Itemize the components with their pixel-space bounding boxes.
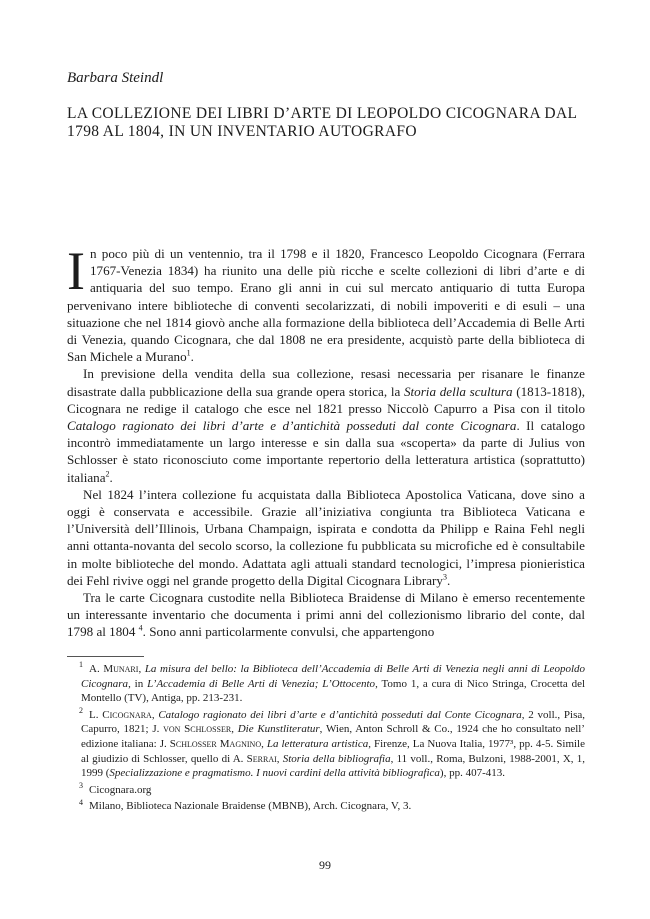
paragraph-3: Nel 1824 l’intera collezione fu acquistata dalla Biblioteca Apostolica Vaticana, dove sino a oggi è conservata e accessibile. Grazie all’iniziativa congiunta tra Biblioteca Vaticana e l’Università dell’Illinois, Urbana Champaign, ispirata e condotta da Philipp e Raina Fehl negli anni ottanta-novanta del secolo scorso, la collezione fu pubblicata su microfiche ed è consultabile in molte biblioteche del mondo. Adattata agli attuali standard tecnologici, l’impresa pionieristica dei Fehl rivive oggi nel grande progetto della Digital Cicognara Library$^3$. bbox=[67, 486, 585, 588]
main-text bbox=[67, 241, 585, 641]
footnote-ref-4[interactable]: 4 bbox=[138, 624, 143, 634]
footnote-1: 1 A. Munari, La misura del bello: la Biblioteca dell’Accademia di Belle Arti di Venezia negli anni di Leopoldo Cicognara, in L’Accademia di Belle Arti di Venezia; L’Ottocento, Tomo 1, a cura di Nico Stringa, Crocetta del Montello (TV), Antiga, pp. 213-231. bbox=[79, 660, 586, 705]
footnote-2: 2 L. Cicognara, Catalogo ragionato dei libri d’arte e d’antichità posseduti dal Conte Cicognara, 2 voll., Pisa, Capurro, 1821; J. von Schlosser, Die Kunstliteratur, Wien, Anton Schroll & Co., 1924 che ho consultato nell’ edizione italiana: J. Schlosser Magnino, La letteratura artistica, Firenze, La Nuova Italia, 1977³, pp. 4-5. Simile al giudizio di Schlosser, quello di A. Serrai, Storia della bibliografia, 11 voll., Roma, Bulzoni, 1988-2001, X, 1, 1999 (Specializzazione e pragmatismo. I nuovi cardini della attività bibliografica), pp. 407-413. bbox=[79, 706, 586, 780]
footnote-ref-3[interactable]: 3 bbox=[442, 572, 447, 582]
paragraph-1: In poco più di un ventennio, tra il 1798 e il 1820, Francesco Leopoldo Cicognara (Ferrara 1767-Venezia 1834) ha riunito una delle più ricche e scelte collezioni di libri d’arte e di antiquaria del suo tempo. Erano gli anni in cui sul mercato antiquario di tutta Europa pervenivano intere biblioteche di conventi secolarizzati, di nobili impoveriti e di esuli – una situazione che nel 1814 giovò anche alla formazione della biblioteca dell’Accademia di Belle Arti di Venezia, quando Cicognara, che dal 1808 ne era presidente, acquistò parte della biblioteca di San Michele a Murano$^1$. bbox=[67, 241, 585, 365]
article-title: LA COLLEZIONE DEI LIBRI D’ARTE DI LEOPOLDO CICOGNARA DAL 1798 AL 1804, IN UN INVENTARIO AUTOGRAFO bbox=[67, 105, 577, 140]
footnote-divider bbox=[67, 656, 144, 657]
footnote-ref-1[interactable]: 1 bbox=[186, 348, 191, 358]
footnote-ref-2[interactable]: 2 bbox=[105, 469, 110, 479]
drop-cap: I bbox=[67, 241, 85, 301]
paragraph-4: Tra le carte Cicognara custodite nella Biblioteca Braidense di Milano è emerso recentemente un interessante inventario che documenta i primi anni del collezionismo librario del conte, dal 1798 al 1804 $^4$. Sono anni particolarmente convulsi, che appartengono bbox=[67, 590, 585, 640]
footnotes bbox=[67, 662, 585, 816]
page-number: 99 bbox=[319, 858, 331, 872]
author-name: Barbara Steindl bbox=[67, 70, 164, 86]
footnote-4: 4 Milano, Biblioteca Nazionale Braidense (MBNB), Arch. Cicognara, V, 3. bbox=[79, 797, 412, 813]
paragraph-2: In previsione della vendita della sua collezione, resasi necessaria per risanare le finanze disastrate dalla pubblicazione della sua grande opera storica, la Storia della scultura (1813-1818), Cicognara ne redige il catalogo che esce nel 1821 presso Niccolò Capurro a Pisa con il titolo Catalogo ragionato dei libri d’arte e d’antichità posseduti dal conte Cicognara. Il catalogo incontrò immediatamente un largo interesse e sin dalla sua «scoperta» da parte di Julius von Schlosser è stato riconosciuto come importante repertorio della letteratura artistica (soprattutto) italiana$^2$. bbox=[67, 366, 585, 485]
footnote-link[interactable]: Cicognara.org bbox=[89, 783, 152, 796]
footnote-3: 3 Cicognara.org bbox=[79, 781, 152, 796]
